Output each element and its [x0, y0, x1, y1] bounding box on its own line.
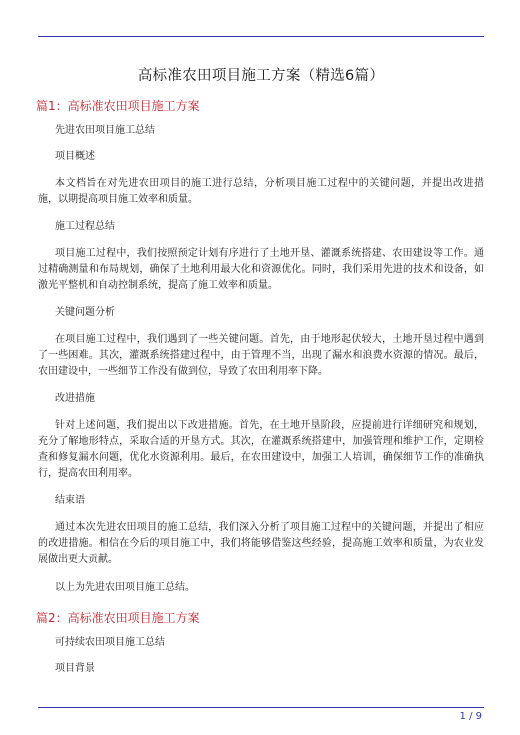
page-indicator: 1 / 9 [459, 711, 482, 722]
subheading-issues: 关键问题分析 [55, 307, 115, 318]
subheading-background: 项目背景 [55, 663, 95, 674]
subheading-conclusion: 结束语 [55, 495, 85, 506]
paragraph-process: 项目施工过程中，我们按照预定计划有序进行了土地开垦、灌溉系统搭建、农田建设等工作。通过精确测量和布局规划，确保了土地利用最大化和资源优化。同时，我们采用先进的技术和设备，如激光平整机和自动控制系统，提高了施工效率和质量。 [38, 248, 484, 291]
section-heading-1: 篇1：高标准农田项目施工方案 [36, 99, 200, 113]
subheading-summary: 先进农田项目施工总结 [55, 125, 155, 136]
paragraph-conclusion: 通过本次先进农田项目的施工总结，我们深入分析了项目施工过程中的关键问题，并提出了相应的改进措施。相信在今后的项目施工中，我们将能够借鉴这些经验，提高施工效率和质量，为农业发展做出更大贡献。 [38, 522, 484, 565]
document-page [38, 44, 484, 688]
paragraph-measures: 针对上述问题，我们提出以下改进措施。首先，在土地开垦阶段，应提前进行详细研究和规划，充分了解地形特点，采取合适的开垦方式。其次，在灌溉系统搭建中，加强管理和维护工作，定期检查和修复漏水问题，优化水资源利用。最后，在农田建设中，加强工人培训，确保细节工作的准确执行，提高农田利用率。 [38, 420, 484, 479]
header-rule [38, 36, 484, 37]
subheading-sustainable-summary: 可持续农田项目施工总结 [55, 637, 165, 648]
subheading-measures: 改进措施 [55, 393, 95, 404]
paragraph-closing: 以上为先进农田项目施工总结。 [55, 582, 195, 593]
subheading-process: 施工过程总结 [55, 221, 115, 232]
section-heading-2: 篇2：高标准农田项目施工方案 [36, 611, 200, 625]
paragraph-overview: 本文档旨在对先进农田项目的施工进行总结，分析项目施工过程中的关键问题，并提出改进措施，以期提高项目施工效率和质量。 [38, 178, 484, 205]
paragraph-issues: 在项目施工过程中，我们遇到了一些关键问题。首先，由于地形起伏较大，土地开垦过程中遇到了一些困难。其次，灌溉系统搭建过程中，由于管理不当，出现了漏水和浪费水资源的情况。最后，农田建设中，一些细节工作没有做到位，导致了农田利用率下降。 [38, 334, 484, 377]
subheading-overview: 项目概述 [55, 151, 95, 162]
footer-rule [38, 707, 484, 708]
document-title: 高标准农田项目施工方案（精选6篇） [137, 68, 385, 84]
